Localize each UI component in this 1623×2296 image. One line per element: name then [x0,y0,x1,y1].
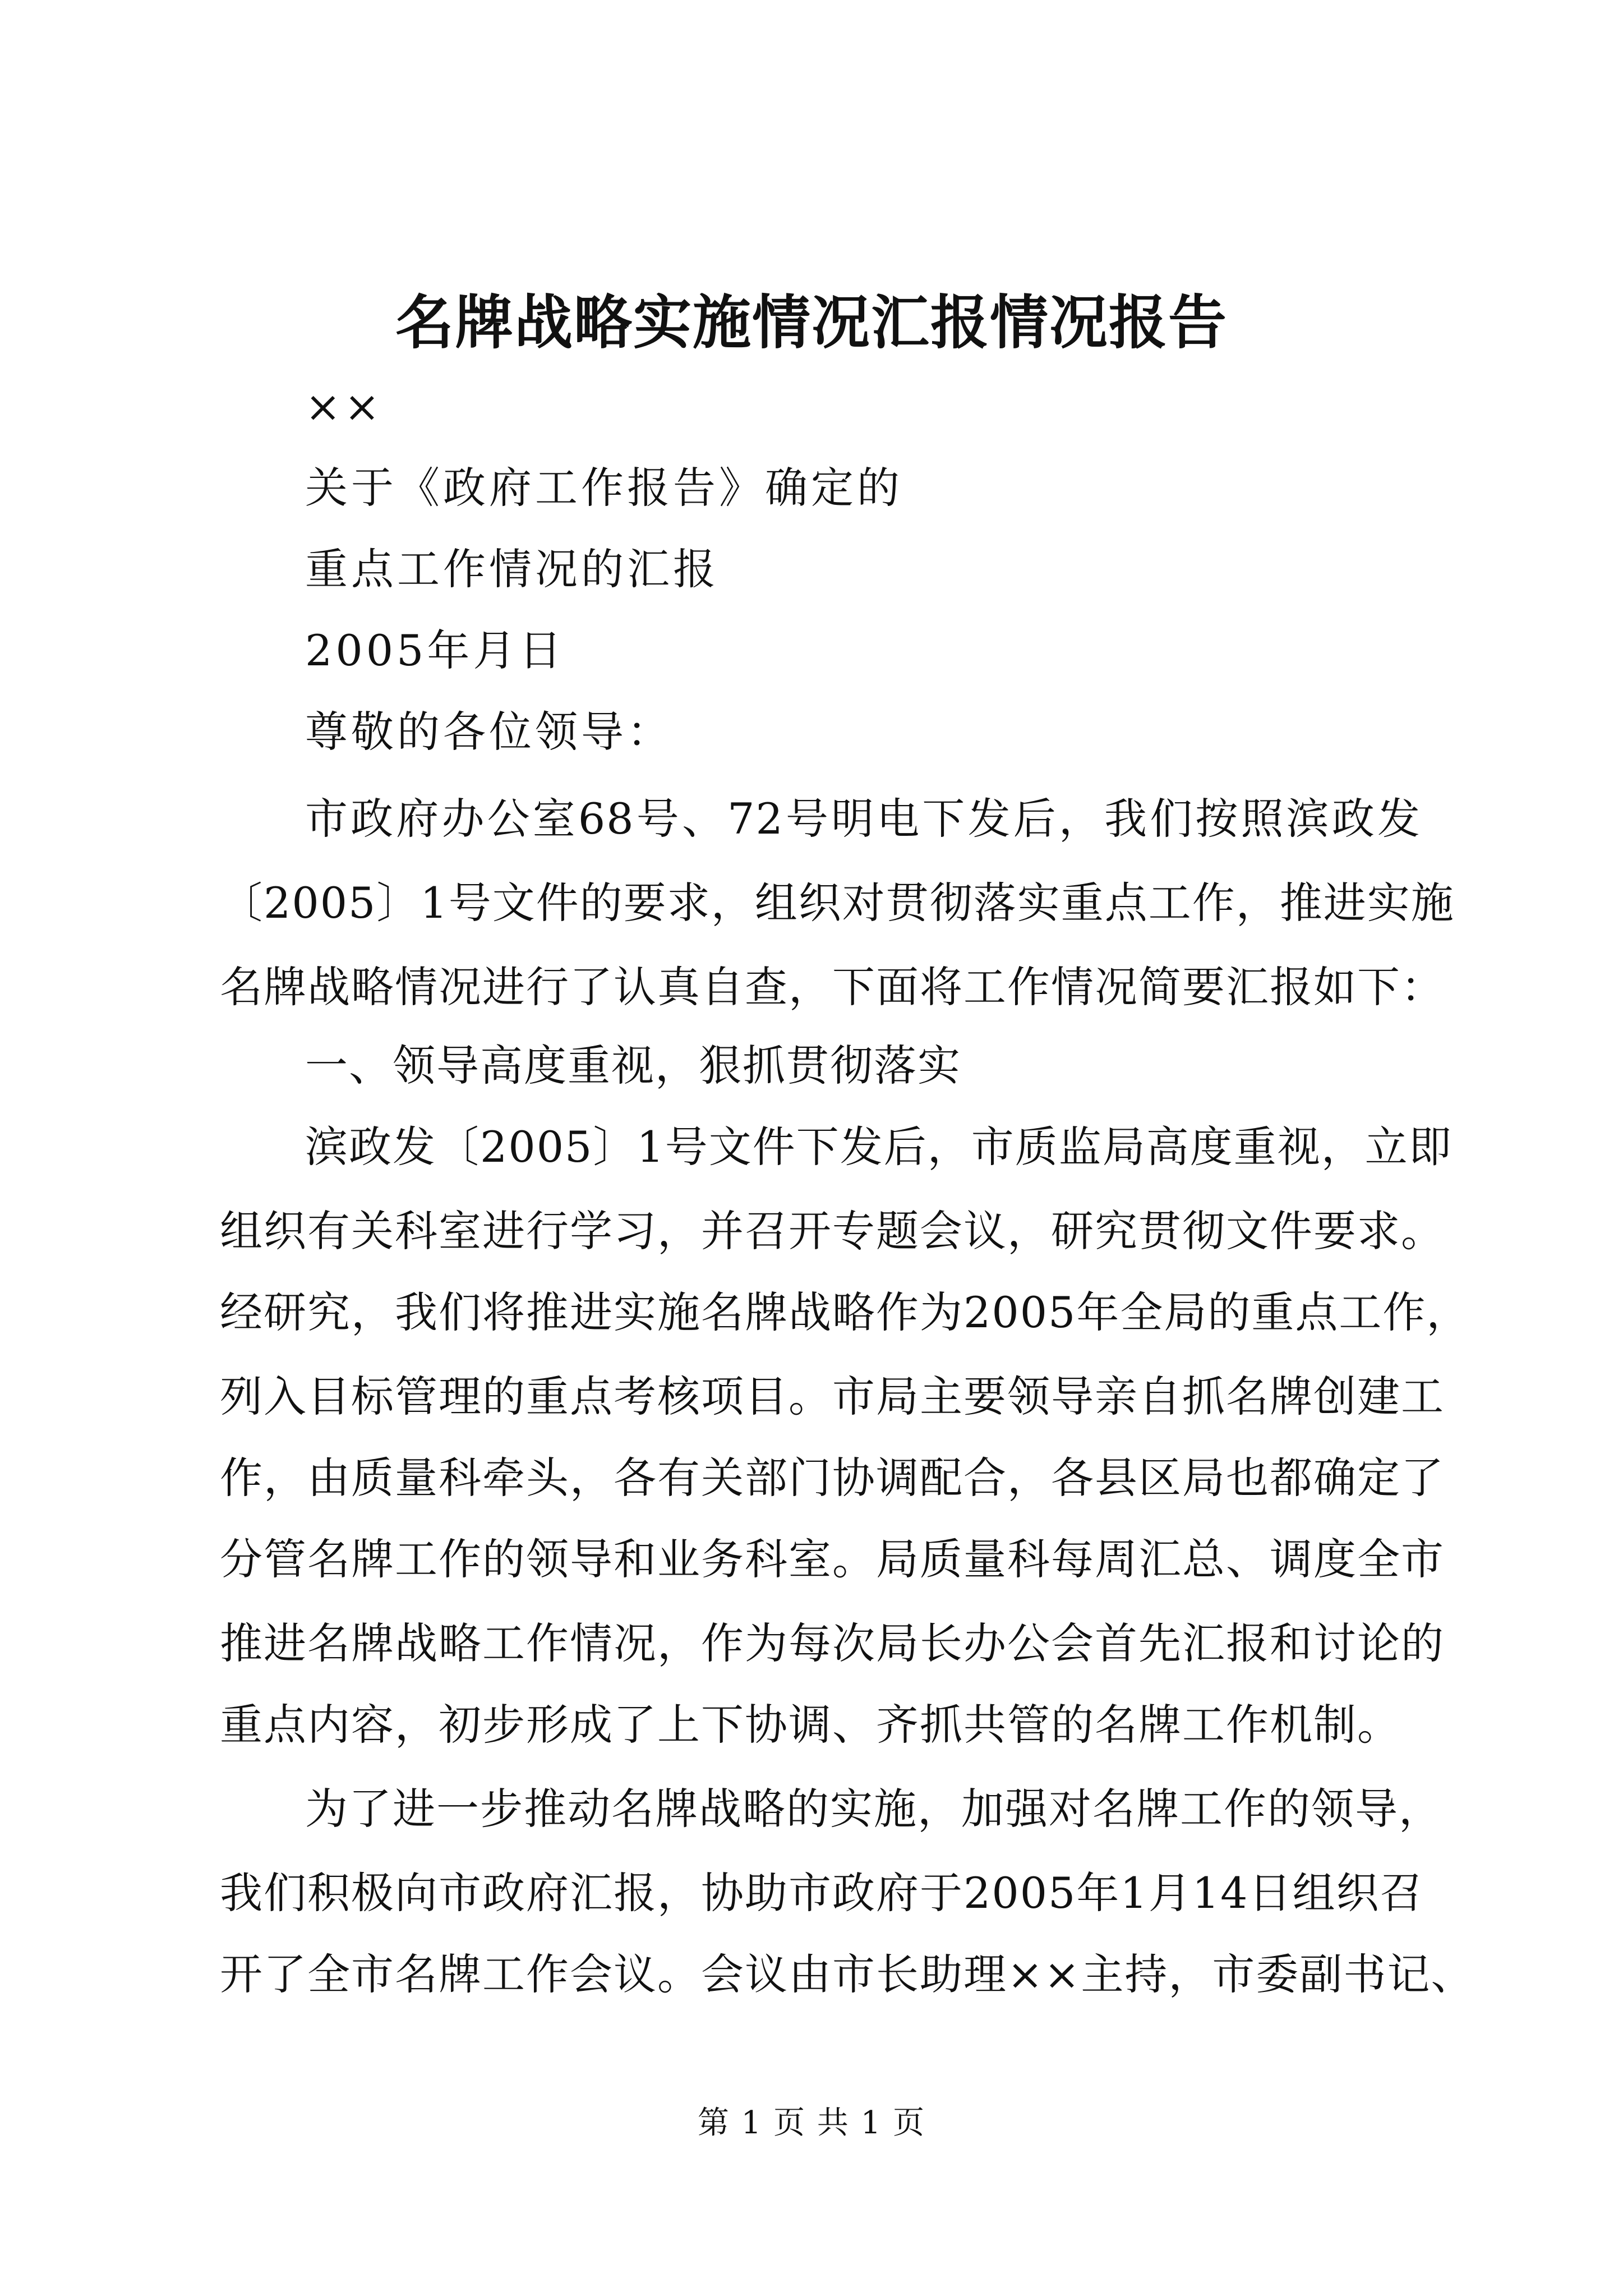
body-line: 推进名牌战略工作情况，作为每次局长办公会首先汇报和讨论的 [220,1618,1445,1668]
body-line: 经研究，我们将推进实施名牌战略作为2005年全局的重点工作， [220,1287,1470,1337]
page-footer: 第 1 页 共 1 页 [697,2105,926,2141]
body-line: 滨政发〔2005〕1号文件下发后，市质监局高度重视，立即 [305,1122,1453,1172]
body-line: 分管名牌工作的领导和业务科室。局质量科每周汇总、调度全市 [220,1534,1445,1584]
section-heading: 一、领导高度重视，狠抓贯彻落实 [305,1041,961,1091]
document-title: 名牌战略实施情况汇报情况报告 [395,288,1228,357]
body-line: 组织有关科室进行学习，并召开专题会议，研究贯彻文件要求。 [220,1206,1445,1256]
body-line: 作，由质量科牵头，各有关部门协调配合，各县区局也都确定了 [220,1453,1445,1503]
report-title-line-1: 关于《政府工作报告》确定的 [305,463,903,513]
body-line: 为了进一步推动名牌战略的实施，加强对名牌工作的领导， [305,1784,1442,1834]
author-line: ×× [305,381,384,431]
date-line: 2005年月日 [305,625,565,675]
body-line: 名牌战略情况进行了认真自查，下面将工作情况简要汇报如下： [220,962,1445,1012]
body-line: 列入目标管理的重点考核项目。市局主要领导亲自抓名牌创建工 [220,1372,1445,1421]
body-line: 开了全市名牌工作会议。会议由市长助理××主持，市委副书记、 [220,1949,1475,1999]
body-line: 市政府办公室68号、72号明电下发后，我们按照滨政发 [305,794,1421,844]
report-title-line-2: 重点工作情况的汇报 [305,544,719,594]
body-line: 〔2005〕1号文件的要求，组织对贯彻落实重点工作，推进实施 [220,878,1455,928]
salutation: 尊敬的各位领导： [305,707,673,757]
body-line: 我们积极向市政府汇报，协助市政府于2005年1月14日组织召 [220,1868,1424,1918]
body-line: 重点内容，初步形成了上下协调、齐抓共管的名牌工作机制。 [220,1700,1401,1750]
